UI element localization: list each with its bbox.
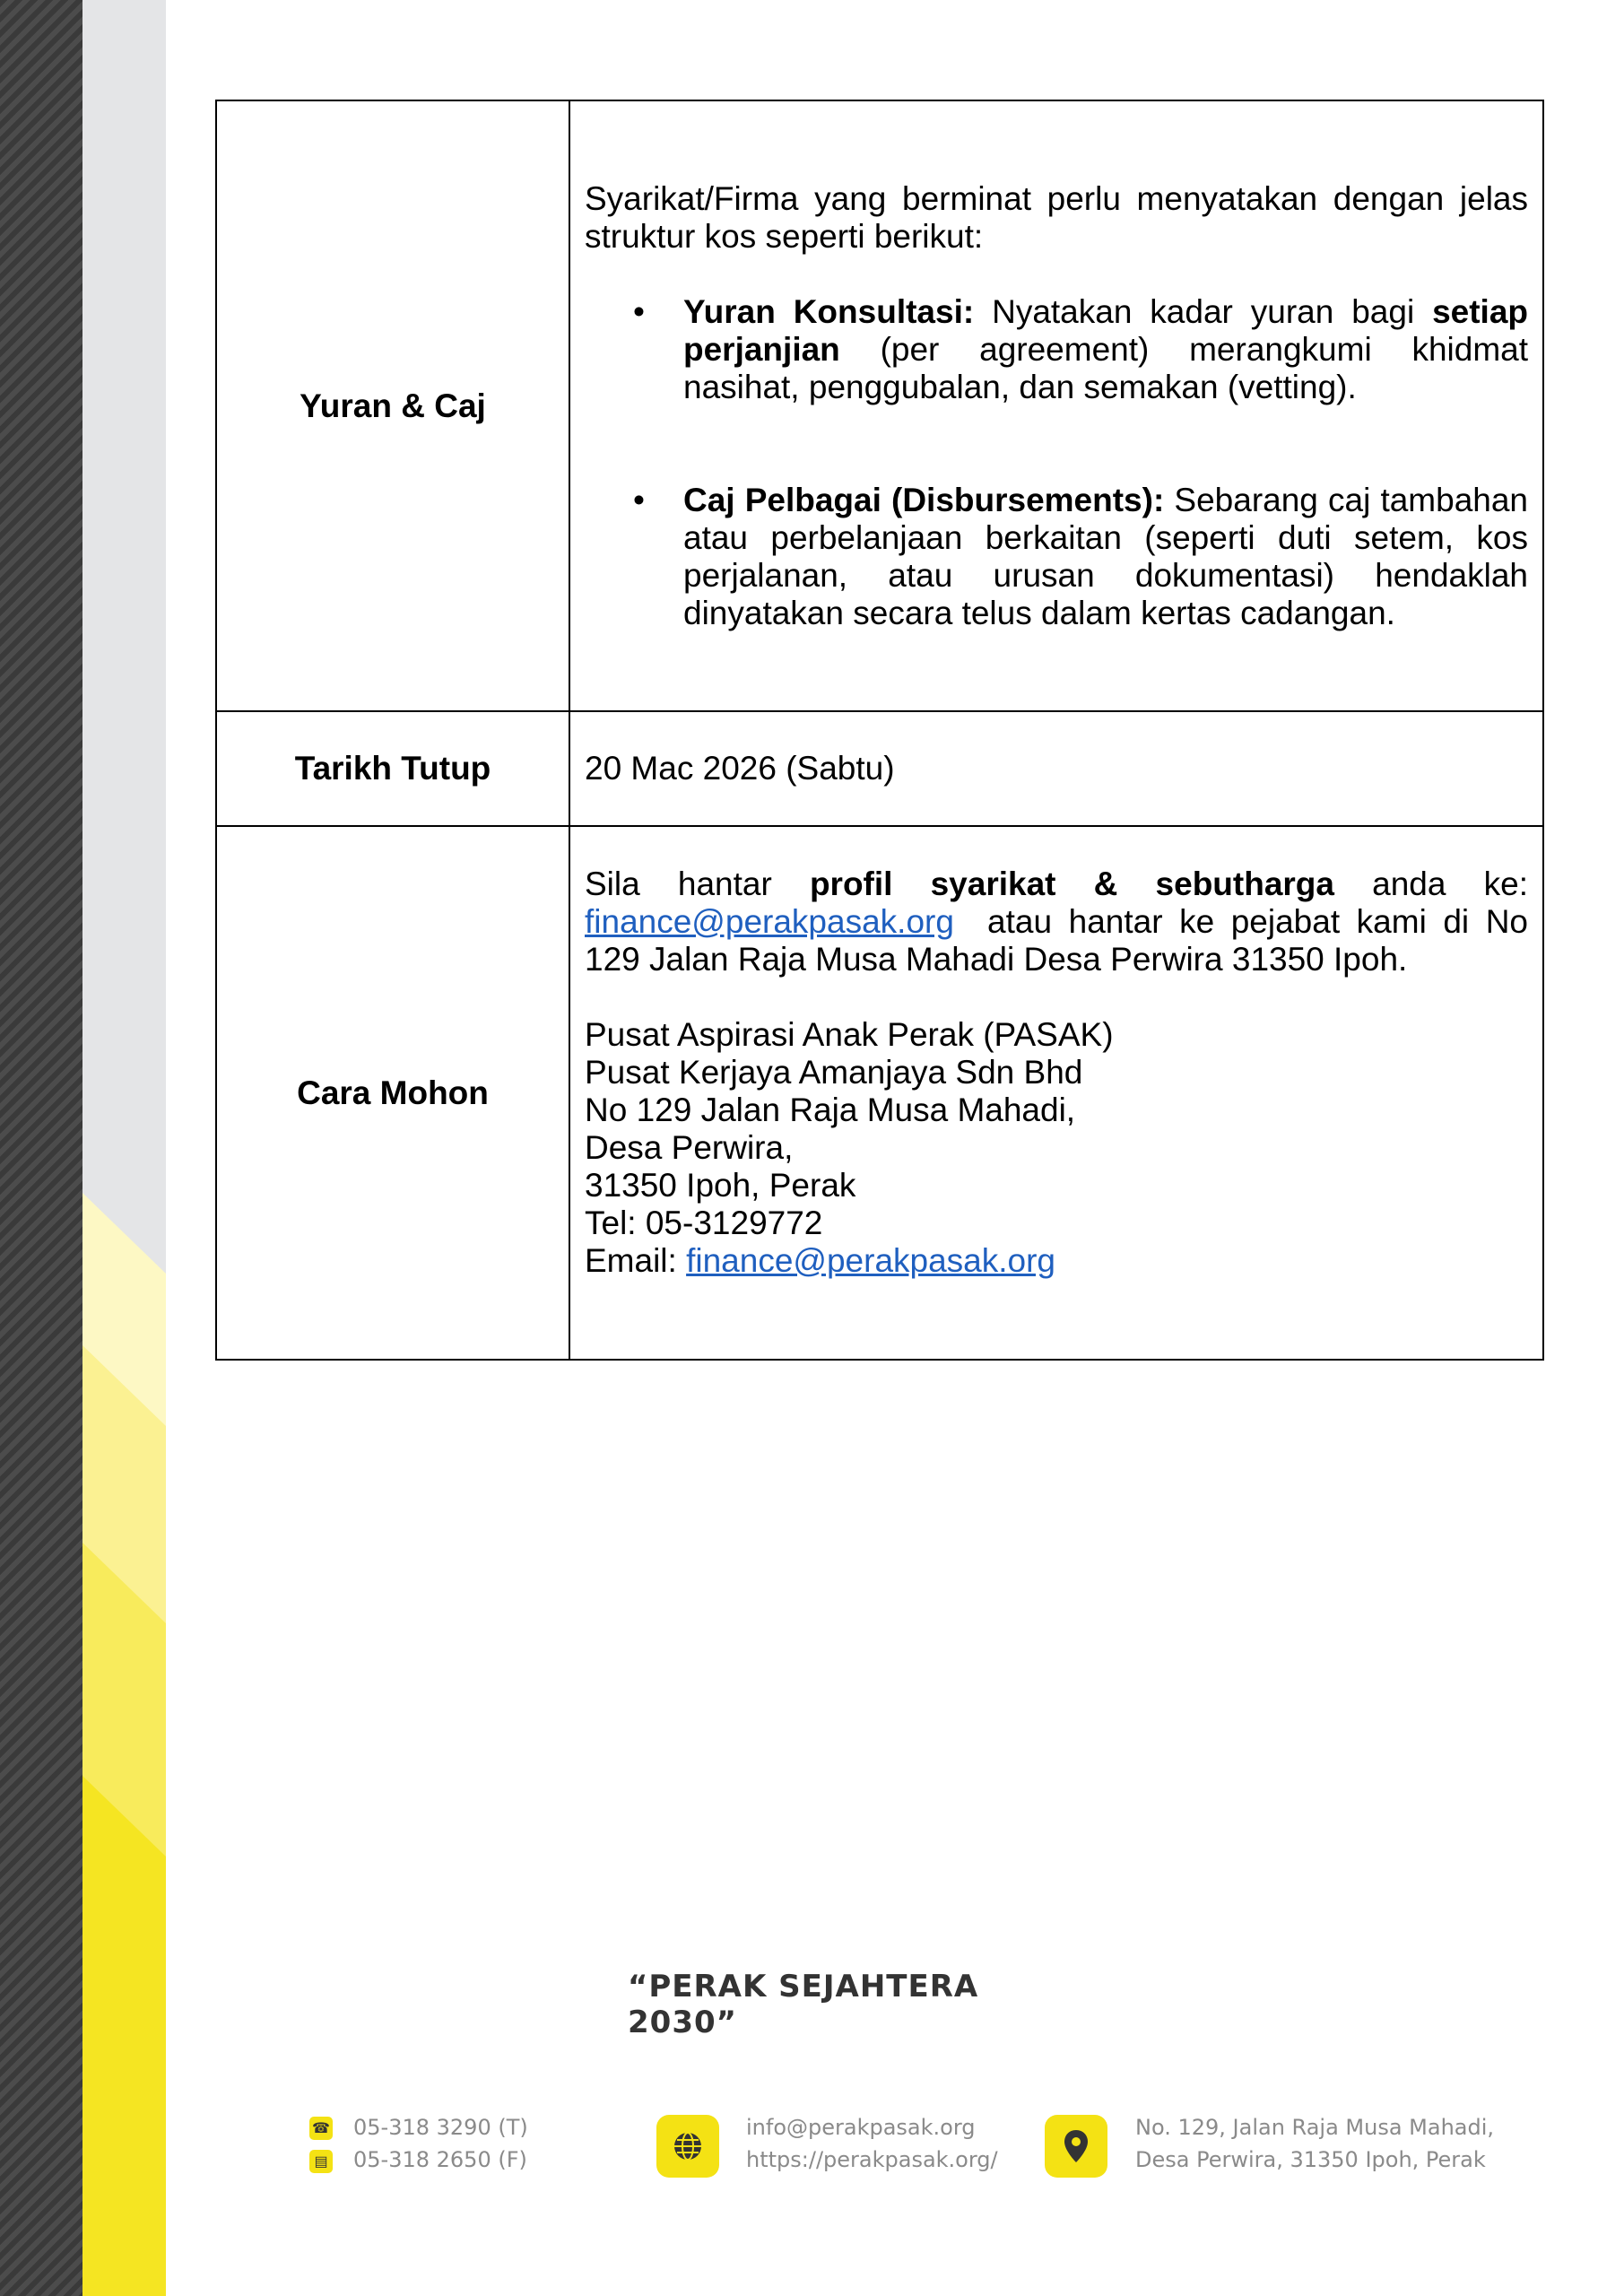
footer-address-line2: Desa Perwira, 31350 Ipoh, Perak xyxy=(1135,2147,1486,2172)
apply-label: Cara Mohon xyxy=(216,826,569,1360)
globe-icon xyxy=(656,2115,719,2178)
fees-item-consultation-text-b: (per agreement) merangkumi khidmat nasihat, penggubalan, dan semakan (vetting). xyxy=(683,331,1529,405)
table-row-fees xyxy=(216,100,1543,711)
fees-item-disbursements-title: Caj Pelbagai (Disbursements): xyxy=(683,482,1165,518)
apply-line1-b: anda ke: xyxy=(1372,865,1528,902)
address-email-link[interactable]: finance@perakpasak.org xyxy=(686,1242,1056,1279)
closing-label: Tarikh Tutup xyxy=(216,711,569,826)
footer-contact-block xyxy=(746,2111,998,2176)
decorative-band-yellow xyxy=(83,0,166,2296)
address-email xyxy=(585,1242,1528,1280)
footer-fax: 05-318 2650 (F) xyxy=(353,2147,527,2172)
address-email-label: Email: xyxy=(585,1242,677,1279)
fees-list xyxy=(585,293,1528,632)
fax-icon: ▤ xyxy=(309,2150,333,2173)
fees-label: Yuran & Caj xyxy=(216,100,569,711)
apply-line1-a: Sila hantar xyxy=(585,865,772,902)
footer-slogan: “PERAK SEJAHTERA 2030” xyxy=(628,1969,979,2040)
fees-value xyxy=(569,100,1543,711)
fees-intro: Syarikat/Firma yang berminat perlu menyatakan dengan jelas struktur kos seperti berikut: xyxy=(585,180,1528,255)
fees-item-disbursements-text: Sebarang caj tambahan atau perbelanjaan berkaitan (seperti duti setem, kos perjalanan, atau urusan dokumentasi) hendaklah dinyatakan secara telus dalam kertas cadangan. xyxy=(683,482,1529,631)
apply-line1 xyxy=(585,865,1528,903)
footer-phone-block xyxy=(353,2111,528,2176)
closing-date: 20 Mac 2026 (Sabtu) xyxy=(569,711,1543,826)
footer-address-line1: No. 129, Jalan Raja Musa Mahadi, xyxy=(1135,2115,1495,2140)
apply-value xyxy=(569,826,1543,1360)
address-line-3: No 129 Jalan Raja Musa Mahadi, xyxy=(585,1091,1076,1128)
table-row-closing xyxy=(216,711,1543,826)
table-row-apply xyxy=(216,826,1543,1360)
apply-line2-text: atau hantar ke pejabat kami di No 129 Jalan Raja Musa Mahadi Desa Perwira 31350 Ipoh. xyxy=(585,903,1528,978)
address-line-1: Pusat Aspirasi Anak Perak (PASAK) xyxy=(585,1016,1114,1053)
address-line-2: Pusat Kerjaya Amanjaya Sdn Bhd xyxy=(585,1054,1083,1091)
address-tel: Tel: 05-3129772 xyxy=(585,1205,823,1241)
address-line-5: 31350 Ipoh, Perak xyxy=(585,1167,856,1204)
fees-item-consultation-text-a: Nyatakan kadar yuran bagi xyxy=(992,293,1415,330)
address-line-4: Desa Perwira, xyxy=(585,1129,794,1166)
apply-line2 xyxy=(585,903,1528,978)
footer-address-block xyxy=(1135,2111,1494,2176)
apply-line1-bold: profil syarikat & sebutharga xyxy=(809,865,1334,902)
fees-item-consultation-bold: setiap perjanjian xyxy=(683,293,1529,368)
footer-website[interactable]: https://perakpasak.org/ xyxy=(746,2147,998,2172)
fees-item-consultation xyxy=(683,293,1528,406)
apply-email-link[interactable]: finance@perakpasak.org xyxy=(585,903,954,940)
footer-email[interactable]: info@perakpasak.org xyxy=(746,2115,976,2140)
phone-icon: ☎ xyxy=(309,2117,333,2140)
fees-item-disbursements xyxy=(683,482,1528,632)
location-pin-icon xyxy=(1045,2115,1107,2178)
footer-phone: 05-318 3290 (T) xyxy=(353,2115,528,2140)
fees-item-consultation-title: Yuran Konsultasi: xyxy=(683,293,975,330)
info-table xyxy=(215,100,1544,1361)
decorative-band-dark xyxy=(0,0,83,2296)
